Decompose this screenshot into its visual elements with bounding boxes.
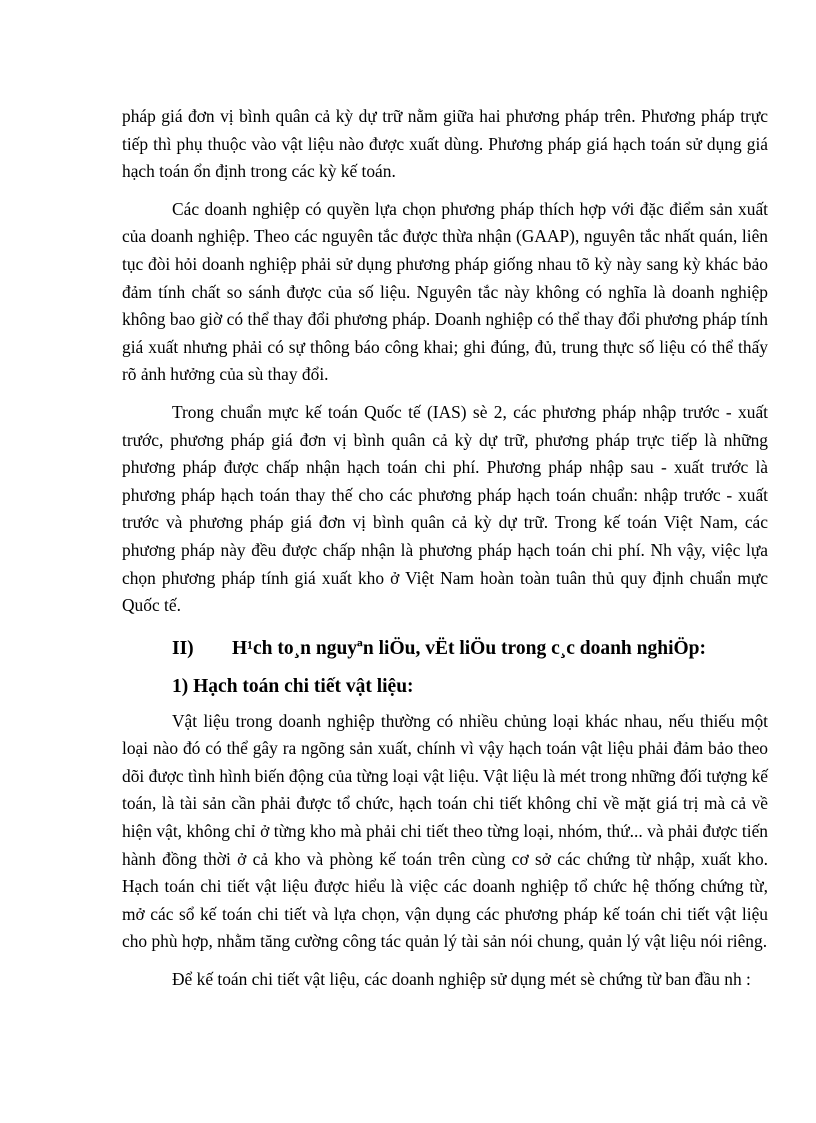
section-heading [122,632,768,666]
page-content [122,101,768,994]
paragraph-ias-standard: Trong chuẩn mực kế toán Quốc tế (IAS) sè 2, các phương pháp nhập trước - xuất trước, phương pháp giá đơn vị bình quân cả kỳ dự trữ, phương pháp trực tiếp là những phương pháp được chấp nhận hạch toán chi phí. Phương pháp nhập sau - xuất trước là phương pháp hạch toán thay thế cho các phương pháp hạch toán chuẩn: nhập trước - xuất trước và phương pháp giá đơn vị bình quân cả kỳ dự trữ. Trong kế toán Việt Nam, các phương pháp này đều được chấp nhận là phương pháp hạch toán chi phí. Nh vậy, việc lựa chọn phương pháp tính giá xuất kho ở Việt Nam hoàn toàn tuân thủ quy định chuẩn mực Quốc tế. [122,401,768,616]
subsection-heading: 1) Hạch toán chi tiết vật liệu: [172,675,414,697]
paragraph-initial-documents: Để kế toán chi tiết vật liệu, các doanh nghiệp sử dụng mét sè chứng từ ban đầu nh : [172,969,751,990]
section-title: H¹ch to¸n nguyªn liÖu, vËt liÖu trong c¸c doanh nghiÖp: [232,637,707,659]
paragraph-method-comparison: pháp giá đơn vị bình quân cả kỳ dự trữ nằm giữa hai phương pháp trên. Phương pháp trực tiếp thì phụ thuộc vào vật liệu nào được xuất dùng. Phương pháp giá hạch toán sử dụng giá hạch toán ổn định trong các kỳ kế toán. [122,106,768,182]
section-number: II) [172,637,194,659]
paragraph-detail-accounting: Vật liệu trong doanh nghiệp thường có nhiều chủng loại khác nhau, nếu thiếu một loại nào đó có thể gây ra ngõng sản xuất, chính vì vậy hạch toán vật liệu phải đảm bảo theo dõi được tình hình biến động của từng loại vật liệu. Vật liệu là mét trong những đối tượng kế toán, là tài sản cần phải được tổ chức, hạch toán chi tiết không chỉ về mặt giá trị mà cả về hiện vật, không chỉ ở từng kho mà phải chi tiết theo từng loại, nhóm, thứ... và phải được tiến hành đồng thời ở cả kho và phòng kế toán trên cùng cơ sở các chứng từ nhập, xuất kho. Hạch toán chi tiết vật liệu được hiểu là việc các doanh nghiệp tổ chức hệ thống chứng từ, mở các sổ kế toán chi tiết và lựa chọn, vận dụng các phương pháp kế toán chi tiết vật liệu cho phù hợp, nhằm tăng cường công tác quản lý tài sản nói chung, quản lý vật liệu nói riêng. [122,710,768,952]
paragraph-method-choice: Các doanh nghiệp có quyền lựa chọn phương pháp thích hợp với đặc điểm sản xuất của doanh nghiệp. Theo các nguyên tắc được thừa nhận (GAAP), nguyên tắc nhất quán, liên tục đòi hỏi doanh nghiệp phải sử dụng phương pháp giống nhau tõ kỳ này sang kỳ khác bảo đảm tính chất so sánh được của số liệu. Nguyên tắc này không có nghĩa là doanh nghiệp không bao giờ có thể thay đổi phương pháp. Doanh nghiệp có thể thay đổi phương pháp tính giá xuất nhưng phải có sự thông báo công khai; ghi đúng, đủ, trung thực số liệu có thể thấy rõ ảnh hưởng của sù thay đổi. [122,198,768,385]
